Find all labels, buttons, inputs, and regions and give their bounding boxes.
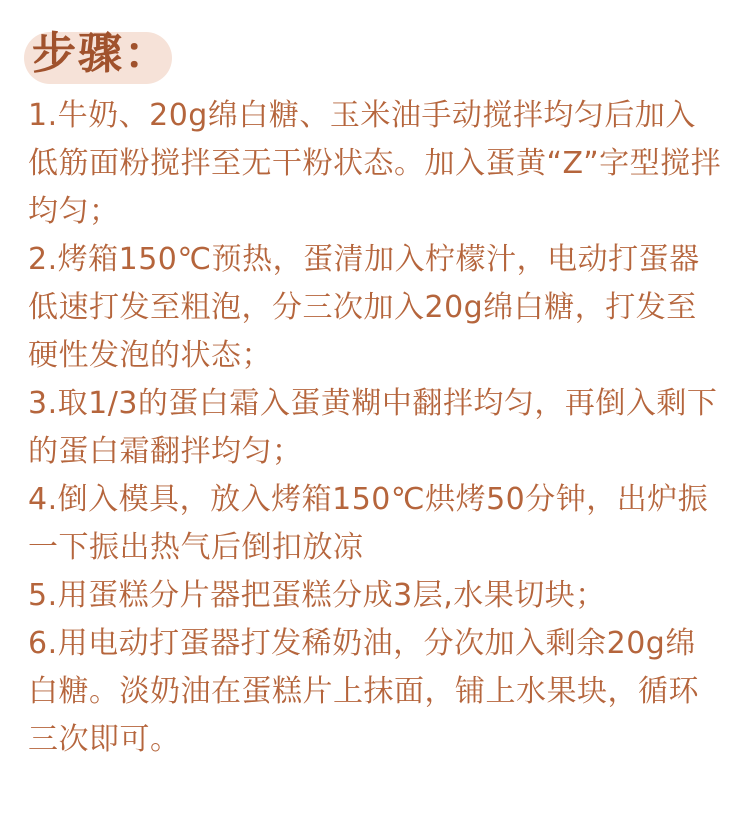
steps-list bbox=[28, 92, 722, 764]
list-item: 1.牛奶、20g绵白糖、玉米油手动搅拌均匀后加入低筋面粉搅拌至无干粉状态。加入蛋黄“Z”字型搅拌均匀； bbox=[28, 98, 722, 229]
list-item: 5.用蛋糕分片器把蛋糕分成3层,水果切块； bbox=[28, 578, 606, 613]
list-item: 3.取1/3的蛋白霜入蛋黄糊中翻拌均匀，再倒入剩下的蛋白霜翻拌均匀； bbox=[28, 386, 718, 469]
page-title bbox=[32, 22, 170, 86]
list-item: 4.倒入模具，放入烤箱150℃烘烤50分钟，出炉振一下振出热气后倒扣放凉 bbox=[28, 482, 709, 565]
list-item: 2.烤箱150℃预热，蛋清加入柠檬汁，电动打蛋器低速打发至粗泡，分三次加入20g绵白糖，打发至硬性发泡的状态； bbox=[28, 242, 700, 373]
list-item: 6.用电动打蛋器打发稀奶油，分次加入剩余20g绵白糖。淡奶油在蛋糕片上抹面，铺上水果块，循环三次即可。 bbox=[28, 626, 699, 757]
page-title-text: 步骤： bbox=[32, 28, 170, 79]
